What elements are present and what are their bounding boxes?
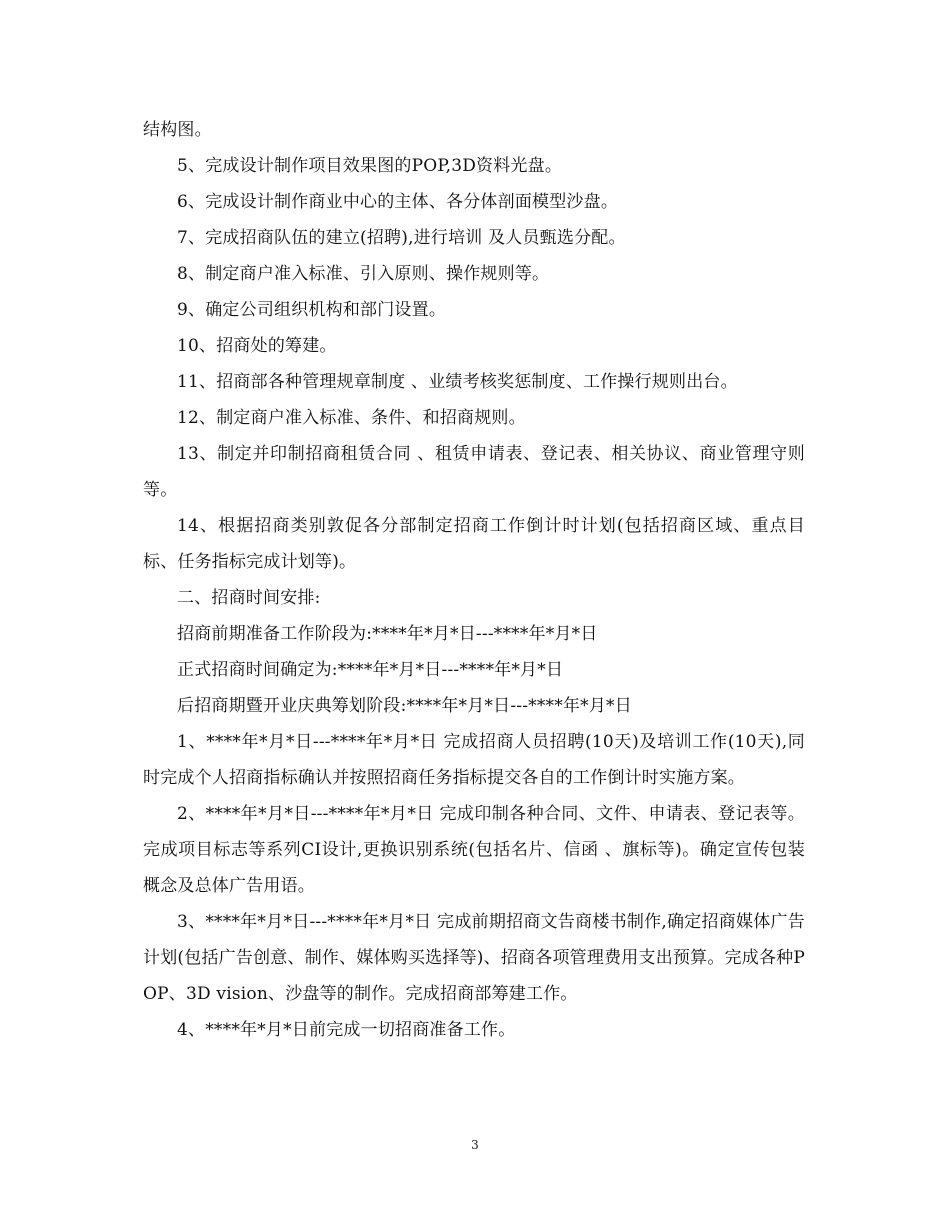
- document-body: [143, 112, 805, 1048]
- paragraph-1: 5、完成设计制作项目效果图的POP,3D资料光盘。: [177, 156, 563, 176]
- paragraph-0: 结构图。: [143, 120, 212, 140]
- page-number: 3: [471, 1138, 479, 1152]
- section-heading: 二、招商时间安排:: [177, 588, 321, 608]
- paragraph-9: 13、制定并印制招商租赁合同 、租赁申请表、登记表、相关协议、商业管理守则等。: [143, 444, 805, 500]
- paragraph-2: 6、完成设计制作商业中心的主体、各分体剖面模型沙盘。: [177, 192, 619, 212]
- paragraph-15: 1、****年*月*日---****年*月*日 完成招商人员招聘(10天)及培训工作(10天),同时完成个人招商指标确认并按照招商任务指标提交各自的工作倒计时实施方案。: [143, 732, 805, 788]
- paragraph-7: 11、招商部各种管理规章制度 、业绩考核奖惩制度、工作操行规则出台。: [177, 372, 738, 392]
- paragraph-16: 2、****年*月*日---****年*月*日 完成印制各种合同、文件、申请表、登记表等。完成项目标志等系列CI设计,更换识别系统(包括名片、信函 、旗标等)。确定宣传包装概念及总体广告用语。: [143, 804, 805, 896]
- paragraph-4: 8、制定商户准入标准、引入原则、操作规则等。: [177, 264, 550, 284]
- paragraph-18: 4、****年*月*日前完成一切招商准备工作。: [177, 1020, 516, 1040]
- paragraph-14: 后招商期暨开业庆典筹划阶段:****年*月*日---****年*月*日: [177, 696, 632, 716]
- paragraph-17: 3、****年*月*日---****年*月*日 完成前期招商文告商楼书制作,确定招商媒体广告计划(包括广告创意、制作、媒体购买选择等)、招商各项管理费用支出预算。完成各种POP、3D vision、沙盘等的制作。完成招商部筹建工作。: [143, 912, 805, 1004]
- paragraph-8: 12、制定商户准入标准、条件、和招商规则。: [177, 408, 526, 428]
- paragraph-6: 10、招商处的筹建。: [177, 336, 337, 356]
- paragraph-12: 招商前期准备工作阶段为:****年*月*日---****年*月*日: [177, 624, 598, 644]
- paragraph-13: 正式招商时间确定为:****年*月*日---****年*月*日: [177, 660, 564, 680]
- paragraph-5: 9、确定公司组织机构和部门设置。: [177, 300, 447, 320]
- paragraph-3: 7、完成招商队伍的建立(招聘),进行培训 及人员甄选分配。: [177, 228, 626, 248]
- paragraph-10: 14、根据招商类别敦促各分部制定招商工作倒计时计划(包括招商区域、重点目标、任务指标完成计划等)。: [143, 516, 805, 572]
